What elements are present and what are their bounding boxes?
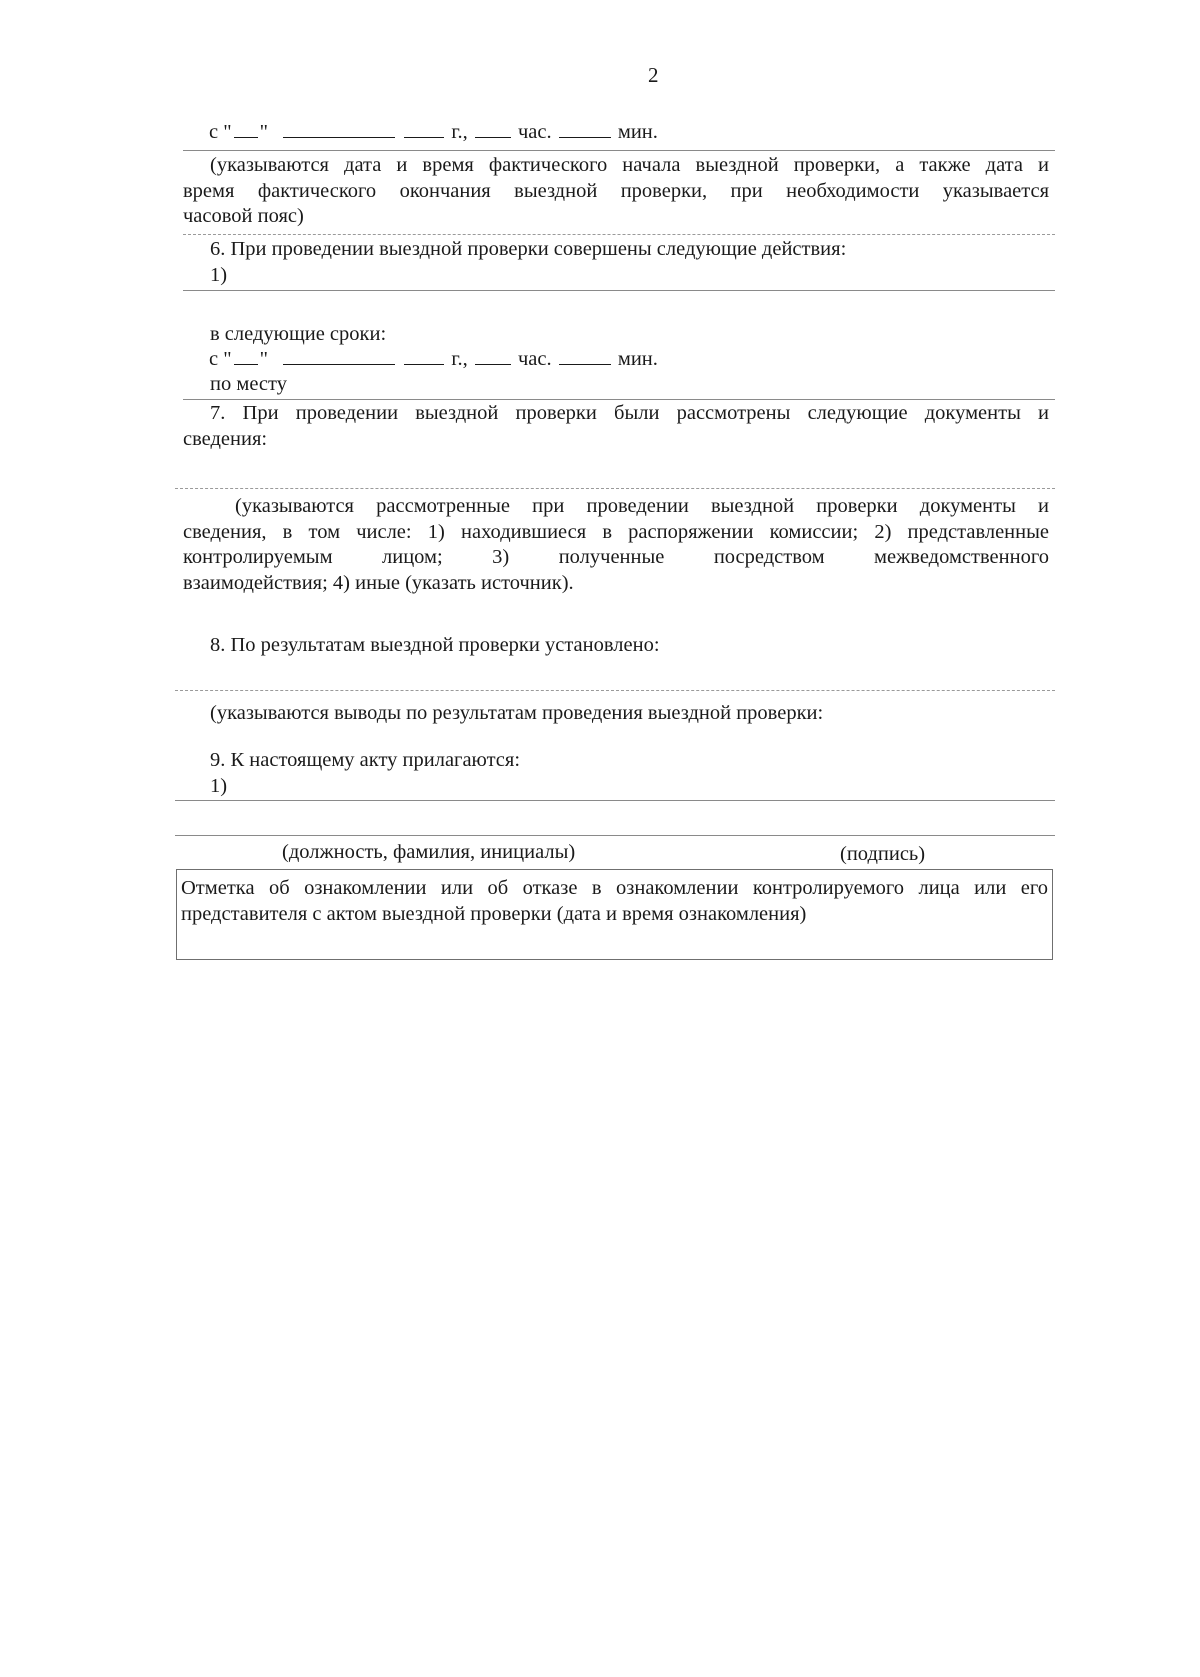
actual-datetime-line: [209, 120, 658, 144]
divider: [175, 690, 1055, 691]
note-line: (указываются дата и время фактического начала выездной проверки, а также дата и: [210, 154, 1049, 176]
section-7-line: 7. При проведении выездной проверки были рассмотрены следующие документы и: [210, 402, 1049, 424]
terms-label: в следующие сроки:: [210, 323, 387, 345]
section-9-item-1: 1): [210, 775, 228, 797]
date-quote-close: ": [259, 348, 268, 370]
section-7-heading: [183, 401, 1049, 452]
acknowledgement-box: [176, 869, 1053, 960]
section-7-note-line: контролируемым лицом; 3) полученные посредством межведомственного: [183, 546, 1049, 568]
section-7-line: сведения:: [183, 427, 268, 450]
actual-dates-note: [183, 153, 1049, 230]
divider: [175, 800, 1055, 801]
section-6-item-1: 1): [210, 264, 228, 286]
minutes-label: мин.: [617, 348, 658, 370]
acknowledgement-line: представителя с актом выездной проверки (дата и время ознакомления): [181, 902, 807, 925]
note-line: время фактического окончания выездной проверки, при необходимости указывается: [183, 179, 1049, 202]
hours-label: час.: [517, 121, 552, 143]
year-label: г.,: [451, 121, 468, 143]
divider: [175, 488, 1055, 489]
section-6-heading: 6. При проведении выездной проверки совершены следующие действия:: [210, 238, 847, 260]
place-label: по месту: [210, 373, 287, 395]
section-7-note-line: (указываются рассмотренные при проведении выездной проверки документы и: [235, 495, 1049, 517]
divider: [183, 399, 1055, 400]
section-8-heading: 8. По результатам выездной проверки установлено:: [210, 634, 660, 656]
date-prefix: с ": [209, 348, 232, 370]
section-7-note-line: взаимодействия; 4) иные (указать источник).: [183, 571, 574, 594]
terms-datetime-line: [209, 347, 658, 371]
note-line: часовой пояс): [183, 205, 304, 227]
minutes-label: мин.: [617, 121, 658, 143]
section-8-note: (указываются выводы по результатам проведения выездной проверки:: [210, 702, 824, 724]
section-7-note: [183, 494, 1049, 596]
acknowledgement-line: Отметка об ознакомлении или об отказе в ознакомлении контролируемого лица или его: [181, 877, 1048, 899]
section-7-note-line: сведения, в том числе: 1) находившиеся в распоряжении комиссии; 2) представленные: [183, 520, 1049, 543]
page-number: 2: [648, 63, 659, 87]
date-quote-close: ": [259, 121, 268, 143]
position-name-caption: (должность, фамилия, инициалы): [282, 841, 576, 863]
signature-caption: (подпись): [840, 843, 926, 865]
signature-line: [175, 835, 1055, 836]
hours-label: час.: [517, 348, 552, 370]
divider: [183, 234, 1055, 235]
section-9-heading: 9. К настоящему акту прилагаются:: [210, 749, 521, 771]
date-prefix: с ": [209, 121, 232, 143]
divider: [183, 290, 1055, 291]
divider: [183, 150, 1055, 151]
year-label: г.,: [451, 348, 468, 370]
